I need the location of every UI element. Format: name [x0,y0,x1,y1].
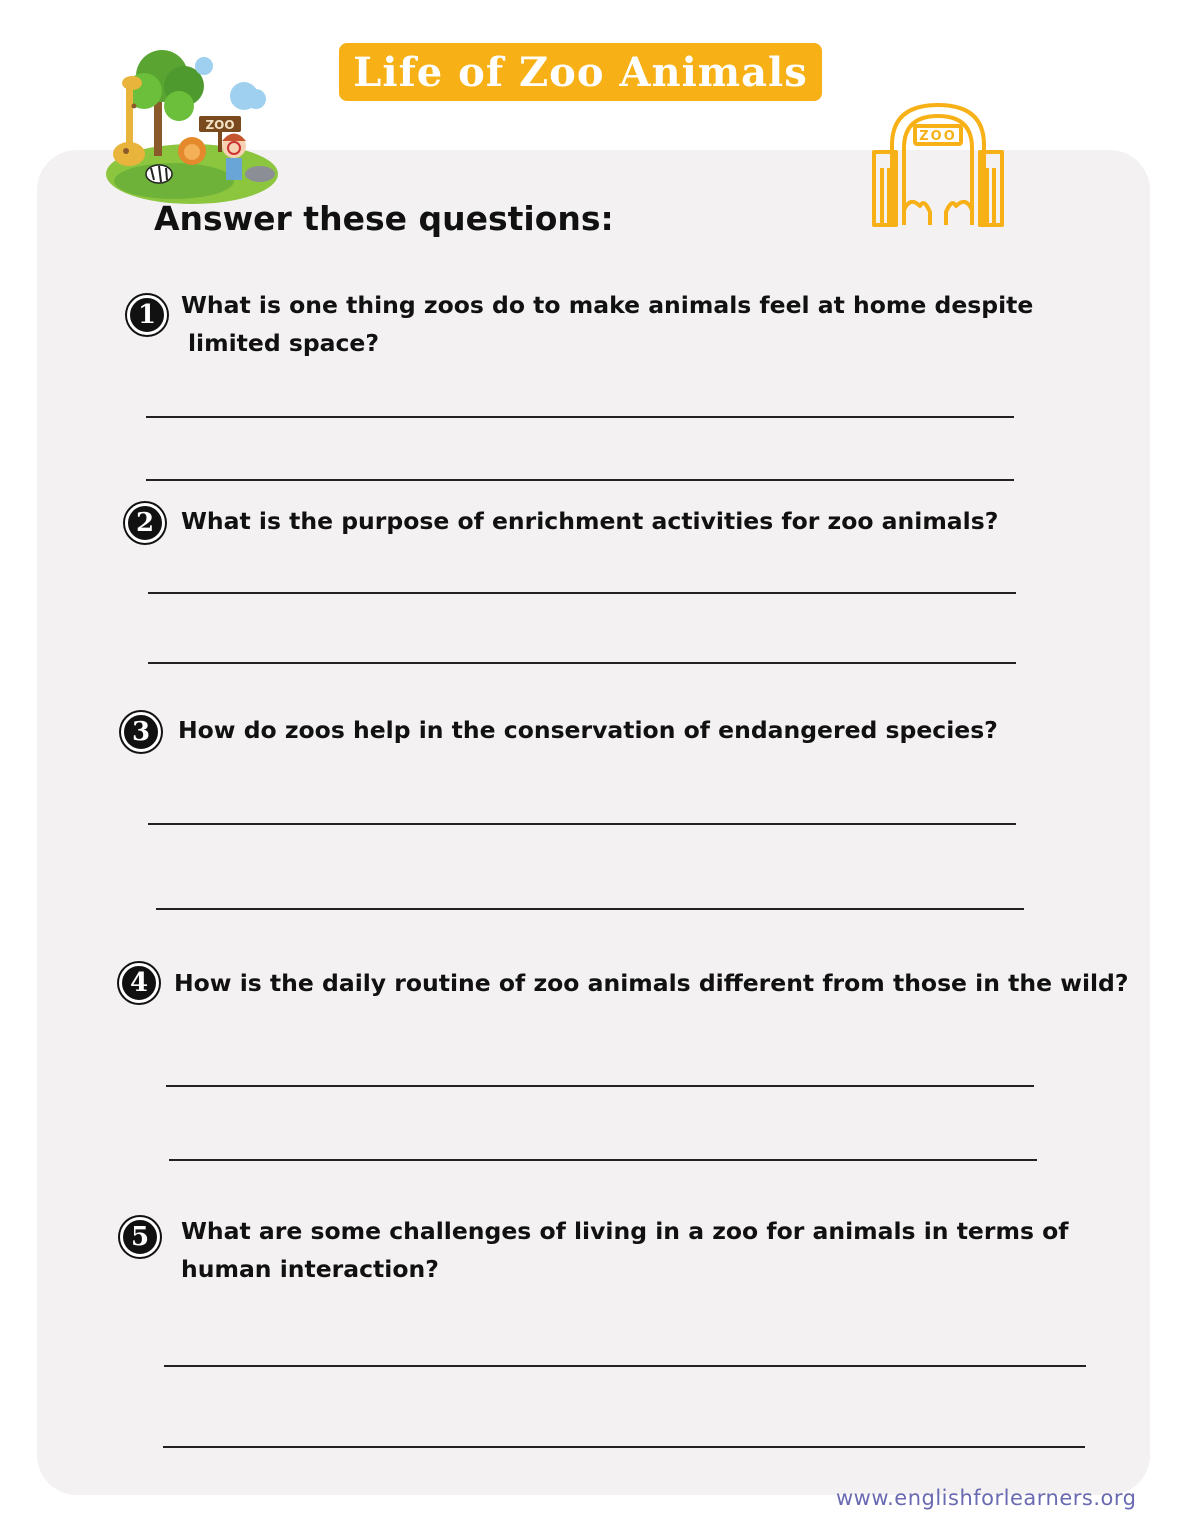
zoo-illustration [104,46,279,206]
question-1-text-cont: limited space? [188,329,379,357]
question-number-badge: 1 [127,295,167,335]
zoo-gate-icon [870,100,1006,230]
answer-line[interactable] [146,479,1014,481]
page-title: Life of Zoo Animals [339,43,822,101]
question-3-text: How do zoos help in the conservation of endangered species? [178,716,998,744]
question-2-text: What is the purpose of enrichment activities for zoo animals? [181,507,999,535]
question-number-badge: 2 [125,503,165,543]
question-5-text: What are some challenges of living in a zoo for animals in terms of [181,1217,1069,1245]
question-4-text: How is the daily routine of zoo animals different from those in the wild? [174,969,1129,997]
answer-line[interactable] [163,1446,1085,1448]
answer-line[interactable] [166,1085,1034,1087]
answer-line[interactable] [148,592,1016,594]
instructions-heading: Answer these questions: [154,199,614,238]
question-number-badge: 4 [119,963,159,1003]
answer-line[interactable] [148,823,1016,825]
answer-line[interactable] [146,416,1014,418]
website-link[interactable]: www.englishforlearners.org [836,1486,1137,1510]
answer-line[interactable] [148,662,1016,664]
answer-line[interactable] [156,908,1024,910]
question-1-text: What is one thing zoos do to make animals feel at home despite [181,291,1034,319]
answer-line[interactable] [169,1159,1037,1161]
zoo-sign-text: ZOO [205,118,235,132]
answer-line[interactable] [164,1365,1086,1367]
gate-sign-text: ZOO [919,129,957,144]
question-number-badge: 3 [121,712,161,752]
question-number-badge: 5 [120,1217,160,1257]
question-5-text-cont: human interaction? [181,1255,439,1283]
